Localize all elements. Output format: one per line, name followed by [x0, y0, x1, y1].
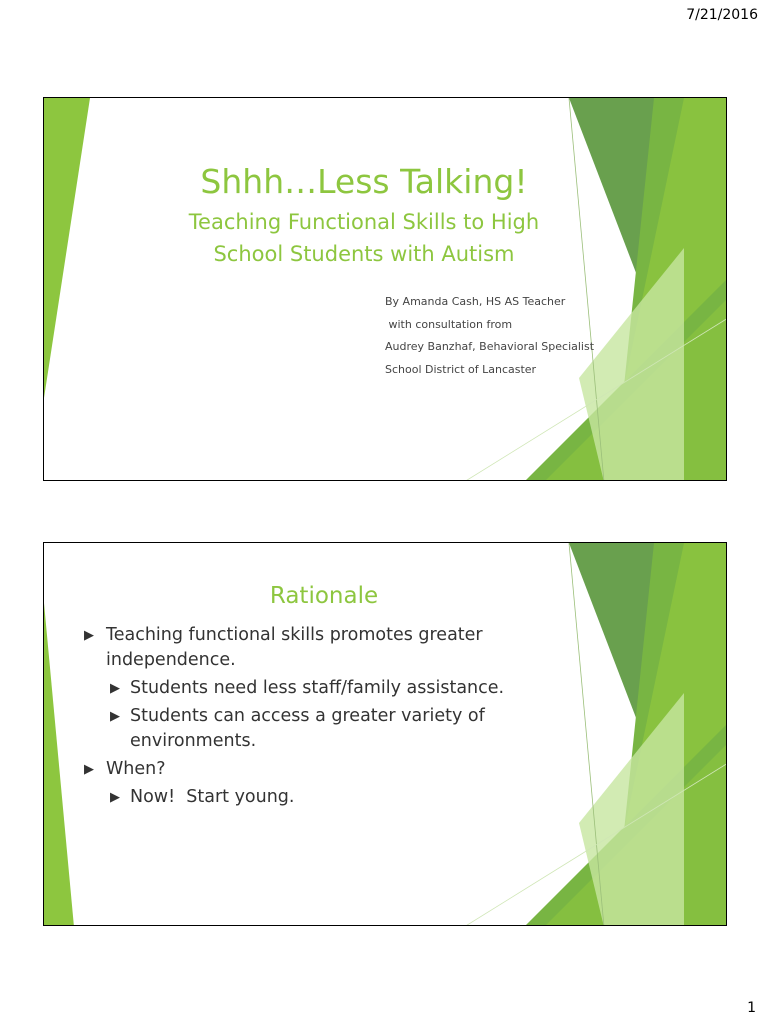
- bullet-arrow-icon: ▶: [84, 628, 94, 643]
- bullet-text: Now! Start young.: [130, 787, 295, 807]
- bullet-item: [84, 623, 564, 673]
- bullet-arrow-icon: ▶: [110, 790, 120, 805]
- bullet-text: Students can access a greater variety of environments.: [130, 706, 485, 751]
- slide-title-heading: Shhh…Less Talking!: [200, 162, 528, 201]
- bullet-text: When?: [106, 759, 166, 779]
- page-number: 1: [747, 1000, 756, 1016]
- subtitle-line: School Students with Autism: [213, 242, 515, 266]
- rationale-heading: Rationale: [269, 583, 379, 609]
- bullet-item: [84, 785, 564, 810]
- bullet-list: [84, 623, 564, 810]
- bullet-arrow-icon: ▶: [110, 709, 120, 724]
- subtitle-line: Teaching Functional Skills to High: [188, 210, 540, 234]
- byline-line: School District of Lancaster: [385, 362, 537, 376]
- slide-rationale: [43, 542, 727, 926]
- slide-subtitle: [84, 206, 644, 270]
- byline-line: with consultation from: [385, 317, 513, 331]
- bullet-arrow-icon: ▶: [110, 681, 120, 696]
- bullet-item: [84, 757, 564, 782]
- bullet-text: Teaching functional skills promotes greater independence.: [106, 625, 483, 670]
- decorative-green-shapes: [44, 98, 727, 481]
- page-date: 7/21/2016: [686, 7, 758, 23]
- bullet-arrow-icon: ▶: [84, 762, 94, 777]
- bullet-item: [84, 676, 564, 701]
- slide-title: [43, 97, 727, 481]
- bullet-text: Students need less staff/family assistance.: [130, 678, 505, 698]
- bullet-item: [84, 704, 564, 754]
- byline-line: By Amanda Cash, HS AS Teacher: [385, 295, 566, 308]
- byline: [385, 294, 594, 384]
- byline-line: Audrey Banzhaf, Behavioral Specialist: [385, 340, 595, 353]
